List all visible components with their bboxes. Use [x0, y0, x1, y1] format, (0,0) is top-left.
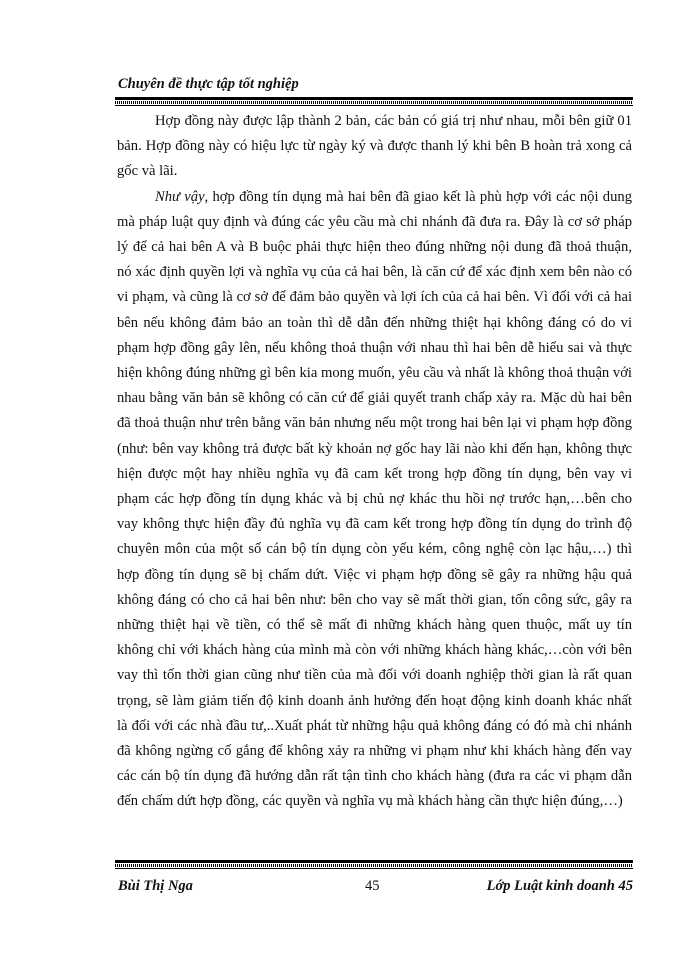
- body-text: [117, 109, 632, 815]
- footer-rule: [115, 860, 633, 869]
- header-rule: [115, 97, 633, 106]
- paragraph-1: Hợp đồng này được lập thành 2 bản, các bản có giá trị như nhau, mỗi bên giữ 01 bản. Hợp đồng này có hiệu lực từ ngày ký và được thanh lý khi bên B hoàn trả xong cả gốc và lãi.: [117, 113, 632, 180]
- header-title: Chuyên đề thực tập tốt nghiệp: [118, 76, 299, 92]
- footer-class-name: Lớp Luật kinh doanh 45: [486, 878, 633, 894]
- paragraph-2: [117, 185, 632, 815]
- page-number: 45: [365, 878, 380, 894]
- paragraph-2-text: , hợp đồng tín dụng mà hai bên đã giao kết là phù hợp với các nội dung mà pháp luật quy định và đúng các yêu cầu mà chi nhánh đã đưa ra. Đây là cơ sở pháp lý để cả hai bên A và B buộc phải thực hiện theo đúng những nội dung đã thoả thuận, nó xác định quyền lợi và nghĩa vụ của cả hai bên, là căn cứ để xác định xem bên nào có vi phạm, và cũng là cơ sở để đảm bảo quyền và lợi ích của cả hai bên. Vì đối với cả hai bên nếu không đảm bảo an toàn thì dễ dẫn đến những thiệt hại không đáng có do vi phạm hợp đồng gây lên, nếu không thoả thuận với nhau thì hai bên dễ hiểu sai và thực hiện không đúng những gì bên kia mong muốn, yêu cầu và nhất là không thoả thuận với nhau bằng văn bản sẽ không có căn cứ để giải quyết tranh chấp xảy ra. Mặc dù hai bên đã thoả thuận như trên bằng văn bản nhưng nếu một trong hai bên lại vi phạm hợp đồng (như: bên vay không trả được bất kỳ khoản nợ gốc hay lãi nào khi đến hạn, không thực hiện được một hay nhiều nghĩa vụ đã cam kết trong hợp đồng tín dụng, bên vay vi phạm các hợp đồng tín dụng khác và bị chủ nợ khác thu hồi nợ trước hạn,…bên cho vay không thực hiện đầy đủ nghĩa vụ đã cam kết trong hợp đồng tín dụng do trình độ chuyên môn của một số cán bộ tín dụng còn yếu kém, công nghệ còn lạc hậu,…) thì hợp đồng tín dụng sẽ bị chấm dứt. Việc vi phạm hợp đồng sẽ gây ra những hậu quả không đáng có cho cả hai bên như: bên cho vay sẽ mất thời gian, tốn công sức, gây ra những thiệt hại về tiền, có thể sẽ mất đi những khách hàng quen thuộc, mất uy tín không chỉ với khách hàng của mình mà còn với những khách hàng khác,…còn với bên vay thì tốn thời gian cũng như tiền của mà đối với doanh nghiệp thời gian là rất quan trọng, sẽ làm giảm tiến độ kinh doanh ảnh hưởng đến hoạt động kinh doanh khác nhất là đối với các nhà đầu tư,..Xuất phát từ những hậu quả không đáng có đó mà chi nhánh đã không ngừng cố gắng để không xảy ra những vi phạm như khi khách hàng đến vay các cán bộ tín dụng đã hướng dẫn rất tận tình cho khách hàng (đưa ra các vi phạm dẫn đến chấm dứt hợp đồng, các quyền và nghĩa vụ mà khách hàng cần thực hiện đúng,…): [117, 188, 632, 810]
- paragraph-2-lead: Như vậy: [155, 188, 205, 205]
- footer-author: Bùi Thị Nga: [118, 878, 193, 894]
